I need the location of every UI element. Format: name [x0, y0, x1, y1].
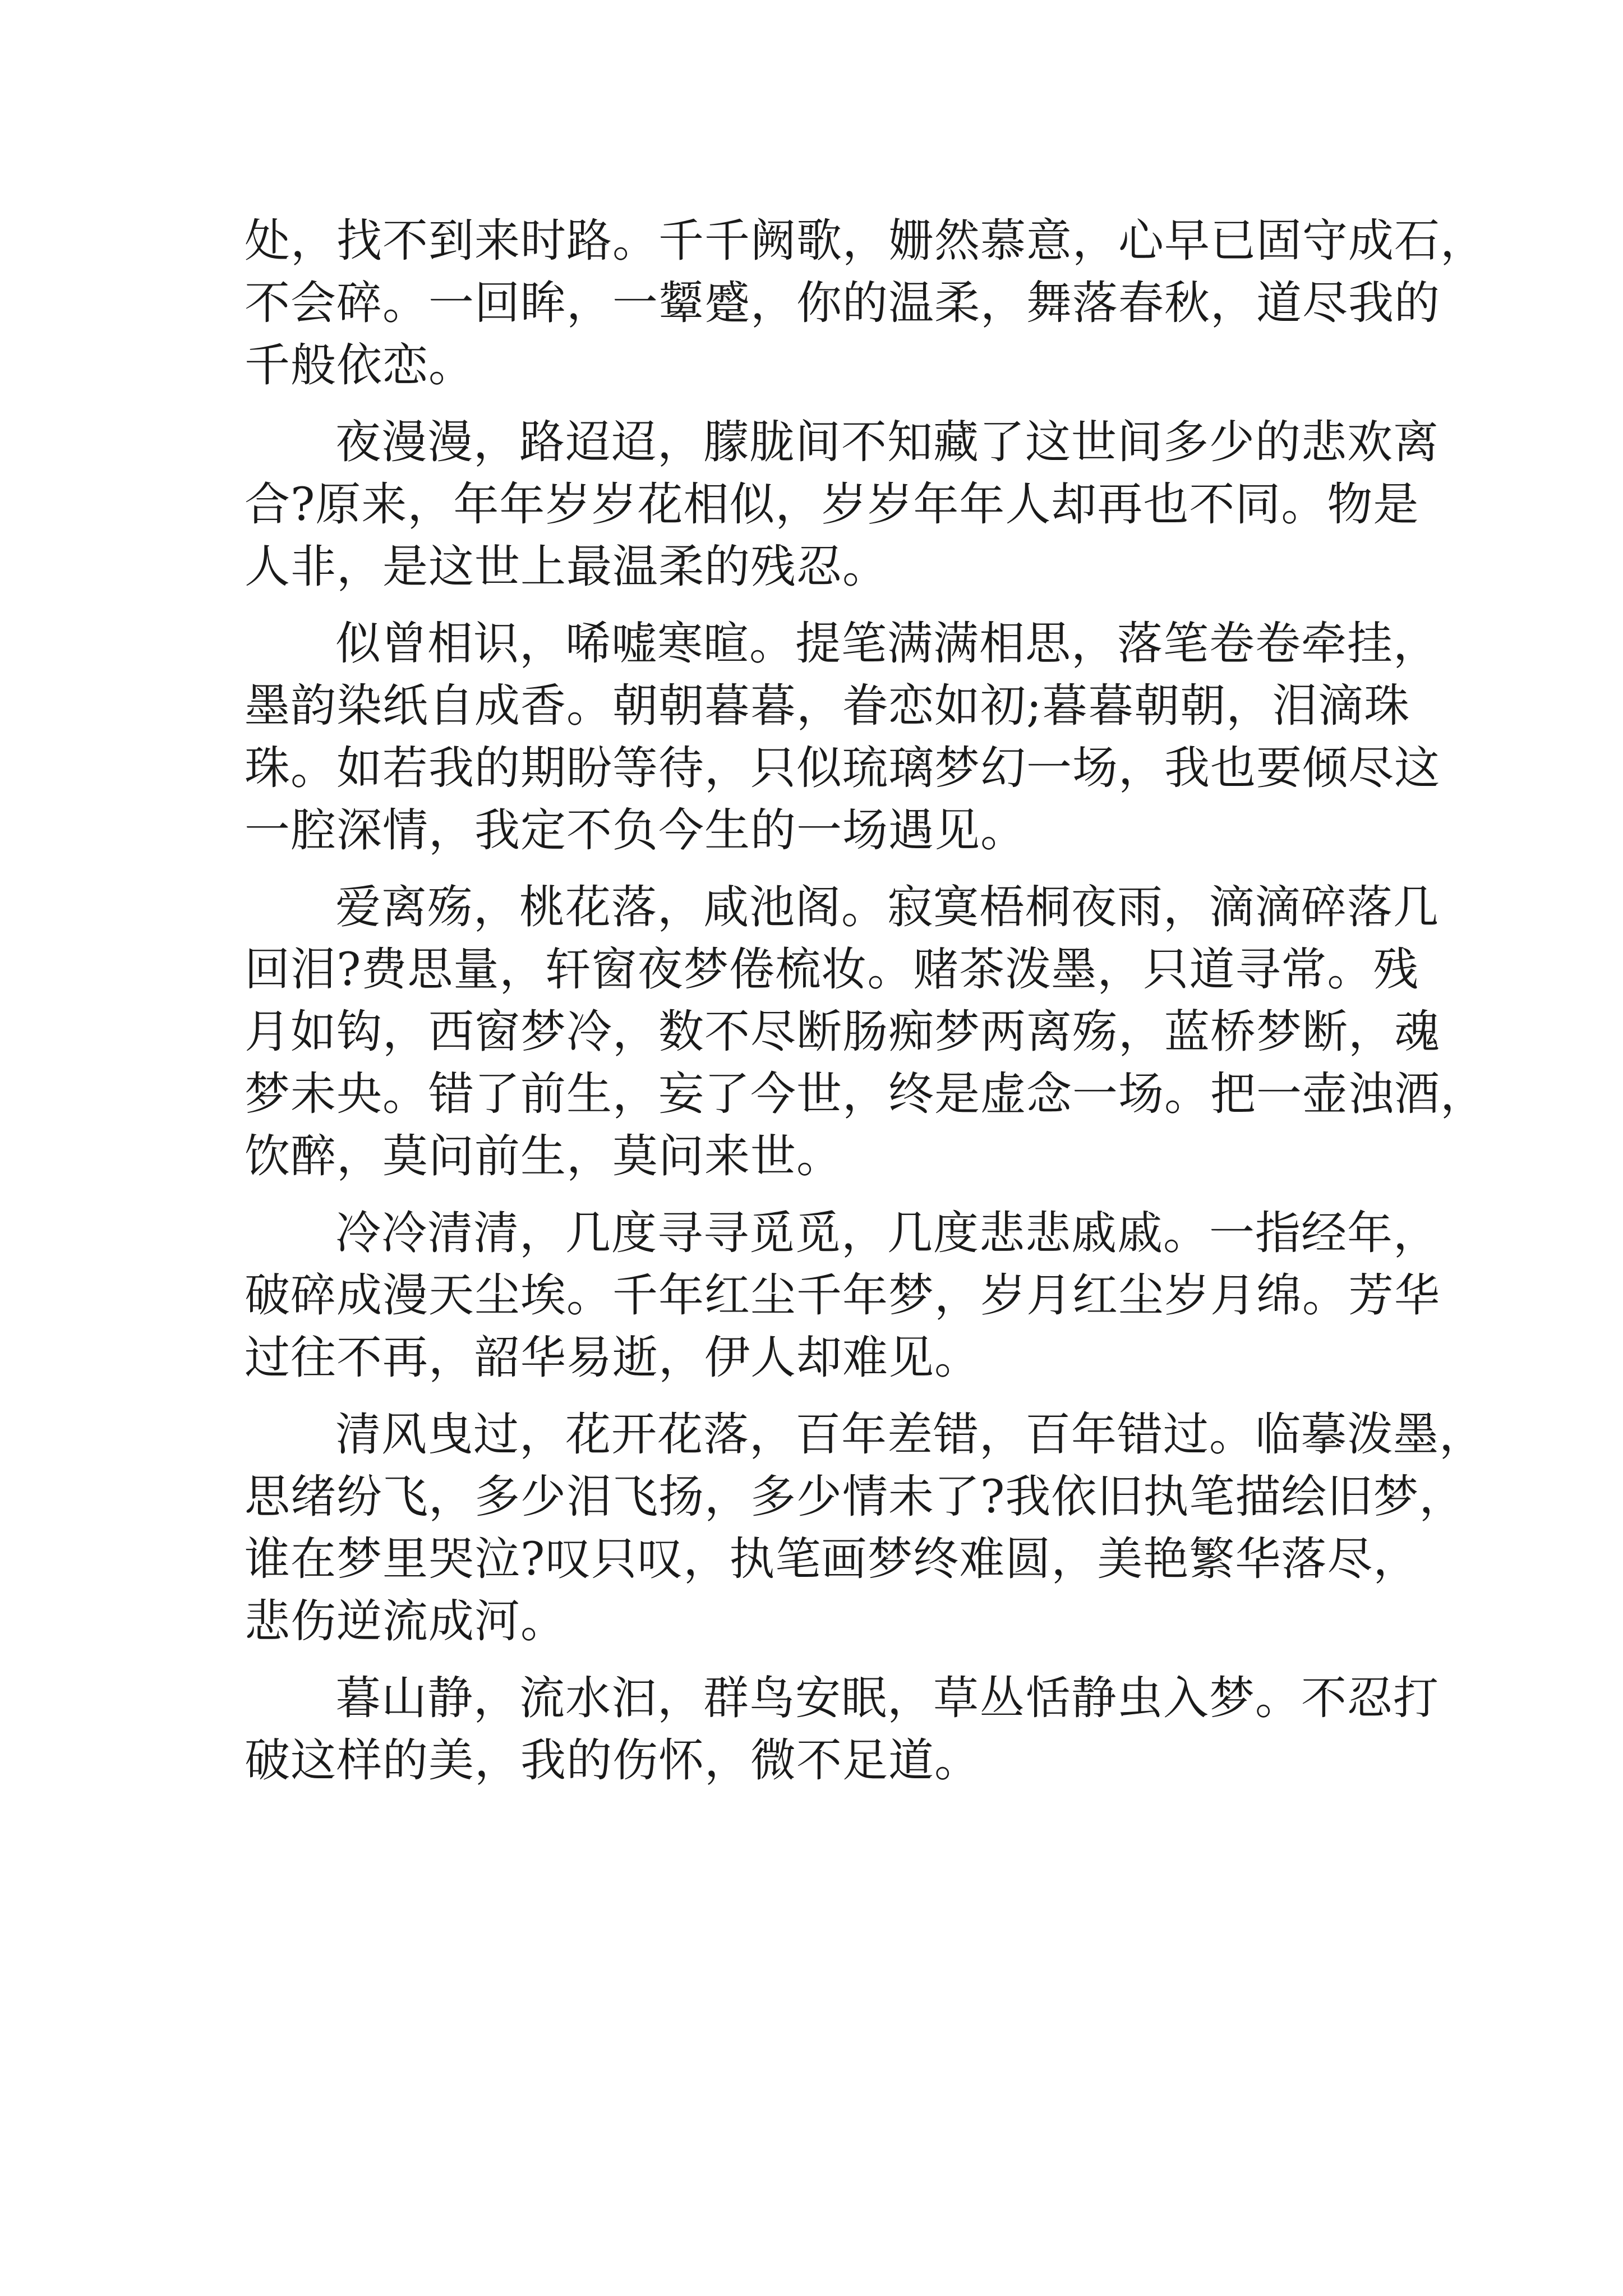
- text-line: 爱离殇，桃花落，咸池阁。寂寞梧桐夜雨，滴滴碎落几: [335, 881, 1440, 934]
- text-line: 暮山静，流水汩，群鸟安眠，草丛恬静虫入梦。不忍打: [335, 1672, 1440, 1725]
- text-line: 处，找不到来时路。千千阙歌，姗然慕意，心早已固守成石，: [245, 215, 1487, 268]
- paragraph-3: [245, 613, 1441, 862]
- text-line: 合?原来，年年岁岁花相似，岁岁年年人却再也不同。物是: [245, 478, 1419, 531]
- text-line: 冷冷清清，几度寻寻觅觅，几度悲悲戚戚。一指经年，: [335, 1207, 1440, 1260]
- text-line: 破这样的美，我的伤怀，微不足道。: [245, 1734, 981, 1787]
- paragraph-2: [245, 412, 1440, 599]
- text-line: 回泪?费思量，轩窗夜梦倦梳妆。赌茶泼墨，只道寻常。残: [245, 944, 1419, 996]
- text-line: 夜漫漫，路迢迢，朦胧间不知藏了这世间多少的悲欢离: [335, 416, 1440, 469]
- text-line: 月如钩，西窗梦冷，数不尽断肠痴梦两离殇，蓝桥梦断，魂: [245, 1006, 1441, 1059]
- text-line: 谁在梦里哭泣?叹只叹，执笔画梦终难圆，美艳繁华落尽，: [245, 1533, 1419, 1586]
- text-line: 不会碎。一回眸，一颦蹙，你的温柔，舞落春秋，道尽我的: [245, 277, 1441, 330]
- paragraph-1: [245, 210, 1487, 397]
- text-line: 悲伤逆流成河。: [245, 1595, 567, 1648]
- text-line: 饮醉，莫问前生，莫问来世。: [245, 1130, 843, 1183]
- text-line: 墨韵染纸自成香。朝朝暮暮，眷恋如初;暮暮朝朝，泪滴珠: [245, 680, 1410, 733]
- body-text: [245, 210, 1487, 1792]
- paragraph-7: [245, 1668, 1440, 1792]
- text-line: 人非，是这世上最温柔的残忍。: [245, 541, 889, 593]
- paragraph-6: [245, 1404, 1486, 1653]
- text-line: 过往不再，韶华易逝，伊人却难见。: [245, 1332, 981, 1384]
- paragraph-5: [245, 1203, 1441, 1389]
- text-line: 似曾相识，唏嘘寒暄。提笔满满相思，落笔卷卷牵挂，: [335, 618, 1440, 670]
- text-line: 思绪纷飞，多少泪飞扬，多少情未了?我依旧执笔描绘旧梦，: [245, 1471, 1465, 1524]
- text-line: 梦未央。错了前生，妄了今世，终是虚念一场。把一壶浊酒，: [245, 1068, 1487, 1121]
- text-line: 一腔深情，我定不负今生的一场遇见。: [245, 804, 1027, 857]
- text-line: 珠。如若我的期盼等待，只似琉璃梦幻一场，我也要倾尽这: [245, 742, 1441, 795]
- text-line: 千般依恋。: [245, 339, 475, 392]
- paragraph-4: [245, 877, 1487, 1188]
- text-line: 破碎成漫天尘埃。千年红尘千年梦，岁月红尘岁月绵。芳华: [245, 1269, 1441, 1322]
- text-line: 清风曳过，花开花落，百年差错，百年错过。临摹泼墨，: [335, 1409, 1486, 1461]
